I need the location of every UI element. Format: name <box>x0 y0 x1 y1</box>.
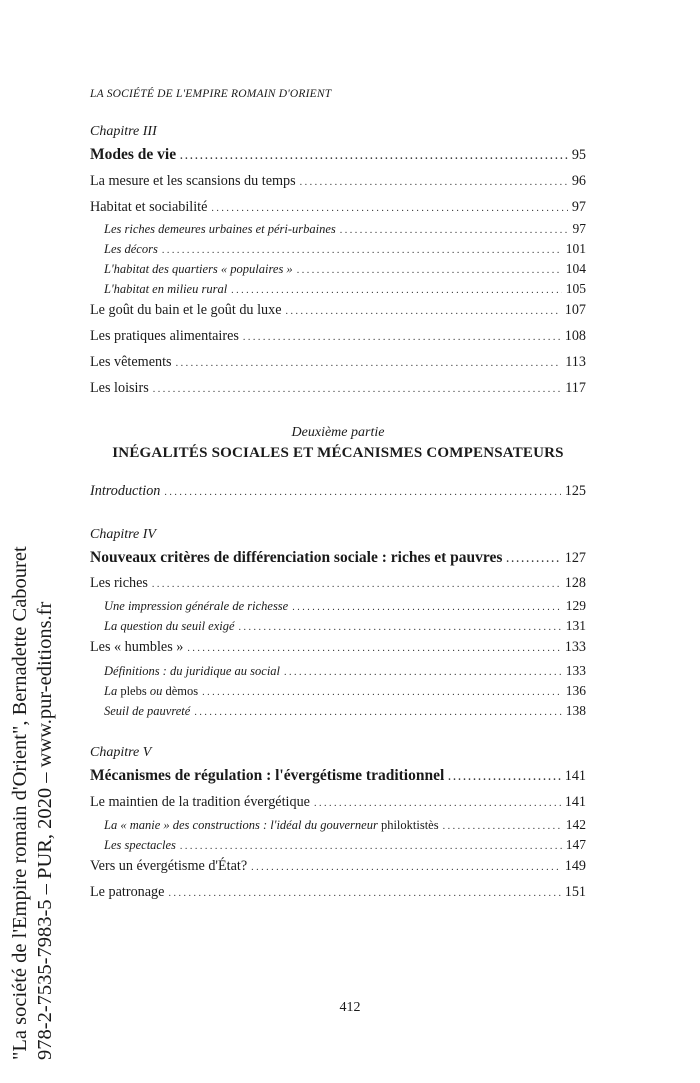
chapter-title-row <box>90 146 586 164</box>
chapter-label: Chapitre III <box>90 124 157 139</box>
entry-title: Vers un évergétisme d'État? <box>90 858 248 874</box>
page-ref: 149 <box>564 858 586 874</box>
toc-subentry <box>90 683 586 699</box>
chapter-title-row <box>90 549 586 567</box>
toc-entry <box>90 380 586 397</box>
entry-title: Les décors <box>104 242 158 256</box>
page-ref: 95 <box>571 147 586 163</box>
page-ref: 104 <box>565 261 586 276</box>
page-ref: 97 <box>571 199 586 215</box>
part-title: INÉGALITÉS SOCIALES ET MÉCANISMES COMPENSATEURS <box>112 445 564 461</box>
entry-title-part: La « manie » des constructions : l'idéal du gouverneur <box>104 818 378 832</box>
entry-title: L'habitat en milieu rural <box>104 282 228 296</box>
page-ref: 96 <box>571 173 586 189</box>
running-head: LA SOCIÉTÉ DE L'EMPIRE ROMAIN D'ORIENT <box>90 88 332 100</box>
page-ref: 101 <box>565 241 586 256</box>
entry-title: Les riches demeures urbaines et péri-urbaines <box>104 222 336 236</box>
toc-subentry <box>90 221 586 237</box>
page-ref: 131 <box>565 618 586 633</box>
toc-entry <box>90 354 586 371</box>
page-ref: 133 <box>564 639 586 655</box>
page-ref: 125 <box>564 483 586 499</box>
entry-title: Habitat et sociabilité <box>90 199 208 215</box>
page-ref: 129 <box>565 598 586 613</box>
toc-entry <box>90 328 586 345</box>
entry-title-part: dèmos <box>162 684 199 698</box>
side-watermark <box>8 546 58 1060</box>
entry-title-part: philoktistès <box>377 818 439 832</box>
page-ref: 141 <box>564 768 586 784</box>
page-ref: 113 <box>565 354 586 370</box>
entry-title: L'habitat des quartiers « populaires » <box>104 262 293 276</box>
entry-title: Introduction <box>90 483 161 499</box>
toc-entry <box>90 483 586 500</box>
toc-subentry <box>90 241 586 257</box>
entry-title: Le maintien de la tradition évergétique <box>90 794 310 810</box>
page-ref: 108 <box>564 328 586 344</box>
toc-subentry <box>90 703 586 719</box>
page-ref: 127 <box>564 550 586 566</box>
entry-title-part: ou <box>149 684 163 698</box>
toc-entry <box>90 884 586 901</box>
entry-title: Les pratiques alimentaires <box>90 328 239 344</box>
chapter-title-row <box>90 767 586 785</box>
chapter-label: Chapitre V <box>90 745 152 760</box>
entry-title: Le goût du bain et le goût du luxe <box>90 302 282 318</box>
page-ref: 138 <box>565 703 586 718</box>
entry-title: Définitions : du juridique au social <box>104 664 281 678</box>
entry-title-part: plebs <box>117 684 150 698</box>
toc-subentry <box>90 281 586 297</box>
page-ref: 141 <box>564 794 586 810</box>
chapter-label: Chapitre IV <box>90 527 156 542</box>
entry-title: Le patronage <box>90 884 165 900</box>
chapter-title: Nouveaux critères de différenciation sociale : riches et pauvres <box>90 549 503 566</box>
watermark-line-2: 978-2-7535-7983-5 – PUR, 2020 – www.pur-editions.fr <box>34 601 56 1060</box>
page-ref: 142 <box>565 817 586 832</box>
toc-subentry <box>90 618 586 634</box>
entry-title: Les « humbles » <box>90 639 184 655</box>
toc-subentry <box>90 261 586 277</box>
entry-title: La mesure et les scansions du temps <box>90 173 296 189</box>
entry-title-part: La <box>104 684 118 698</box>
page-ref: 128 <box>564 575 586 591</box>
page-ref: 147 <box>565 837 586 852</box>
page-ref: 133 <box>565 663 586 678</box>
part-label: Deuxième partie <box>291 425 385 440</box>
entry-title <box>104 684 198 699</box>
chapter-title: Modes de vie <box>90 146 177 163</box>
toc-subentry <box>90 598 586 614</box>
entry-title: Les spectacles <box>104 838 176 852</box>
chapter-title: Mécanismes de régulation : l'évergétisme traditionnel <box>90 767 445 784</box>
toc-entry <box>90 575 586 592</box>
page-ref: 97 <box>572 221 586 236</box>
watermark-line-1: "La société de l'Empire romain d'Orient", Bernadette Cabouret <box>9 546 31 1060</box>
toc-entry <box>90 173 586 190</box>
toc-entry <box>90 794 586 811</box>
toc-subentry <box>90 837 586 853</box>
page-ref: 151 <box>564 884 586 900</box>
page-ref: 107 <box>564 302 586 318</box>
toc-subentry <box>90 817 586 833</box>
entry-title: Une impression générale de richesse <box>104 599 289 613</box>
toc-entry <box>90 639 586 656</box>
toc-entry <box>90 858 586 875</box>
page-ref: 117 <box>565 380 586 396</box>
entry-title: Les loisirs <box>90 380 149 396</box>
page-ref: 136 <box>565 683 586 698</box>
page-number: 412 <box>339 1000 361 1015</box>
entry-title: Seuil de pauvreté <box>104 704 191 718</box>
entry-title: Les vêtements <box>90 354 172 370</box>
entry-title <box>104 818 439 833</box>
toc-entry <box>90 199 586 216</box>
toc-subentry <box>90 663 586 679</box>
page-ref: 105 <box>565 281 586 296</box>
entry-title: Les riches <box>90 575 148 591</box>
toc-entry <box>90 302 586 319</box>
entry-title: La question du seuil exigé <box>104 619 235 633</box>
